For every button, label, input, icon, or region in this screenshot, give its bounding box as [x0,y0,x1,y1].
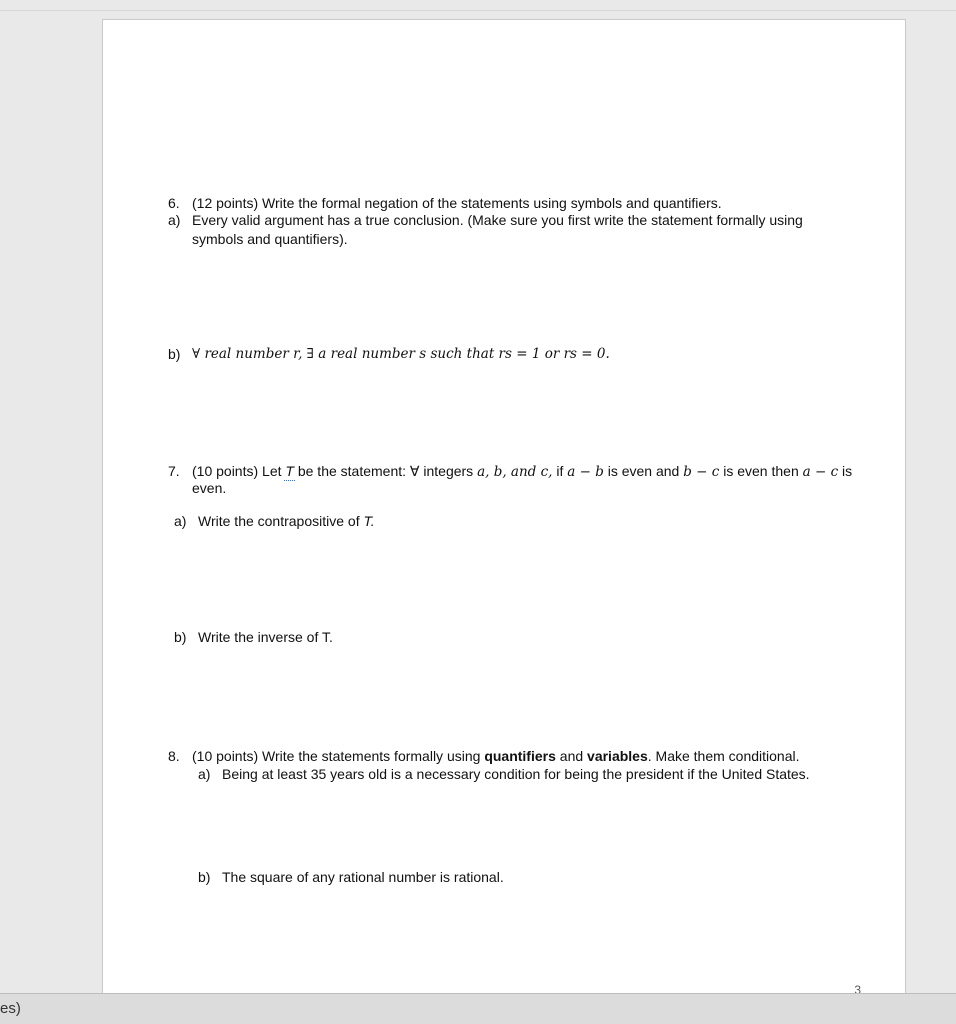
q7-text-is: is [838,463,853,479]
question-7a-label: a) [174,513,187,529]
question-6b-formula: ∀ real number r, ∃ a real number s such that rs = 1 or rs = 0. [192,346,610,362]
question-7-line1 [192,462,852,481]
q7a-text: Write the contrapositive of [198,513,364,529]
q8-bold-quantifiers: quantifiers [484,748,556,764]
question-7-number: 7. [168,463,180,479]
question-8-number: 8. [168,748,180,764]
q7-expr-a-minus-c: a − c [802,464,839,480]
q8-text-post: . Make them conditional. [647,748,800,764]
question-7a-text [198,512,375,530]
q7-expr-b-minus-c: b − c [683,464,720,480]
q7-statement-T: T [285,463,294,479]
question-8-header [192,747,800,765]
q7-expr-a-minus-b: a − b [567,464,604,480]
q7-text-even2: is even then [719,463,803,479]
question-8a-text: Being at least 35 years old is a necessary condition for being the president if the United States. [222,766,810,782]
status-bar [0,993,956,1024]
question-6-number: 6. [168,195,180,211]
q7-text-even1: is even and [603,463,684,479]
status-bar-text: es) [0,1000,21,1017]
question-8b-text: The square of any rational number is rational. [222,869,504,885]
q7-text-if: if [552,463,568,479]
question-6-header: (12 points) Write the formal negation of the statements using symbols and quantifiers. [192,195,722,211]
question-8a-label: a) [198,766,211,782]
q8-bold-variables: variables [587,748,648,764]
q8-text-pre: (10 points) Write the statements formally using [192,748,485,764]
q8-text-and: and [555,748,588,764]
question-7b-text: Write the inverse of T. [198,629,333,645]
question-6a-line1: Every valid argument has a true conclusion. (Make sure you first write the statement formally using [192,212,803,228]
question-6a-label: a) [168,212,181,228]
q7-variables: a, b, and c, [477,464,553,480]
document-page[interactable] [102,19,906,994]
q7-text-mid: be the statement: ∀ integers [293,463,478,479]
window-top-divider [0,10,956,11]
q7a-T: T. [363,513,375,529]
question-7-line2: even. [192,480,227,496]
question-6a-line2: symbols and quantifiers). [192,231,348,247]
question-6b-label: b) [168,346,181,362]
q7-text-pre: (10 points) Let [192,463,286,479]
question-7b-label: b) [174,629,187,645]
page-number: 3 [854,983,861,994]
question-8b-label: b) [198,869,211,885]
